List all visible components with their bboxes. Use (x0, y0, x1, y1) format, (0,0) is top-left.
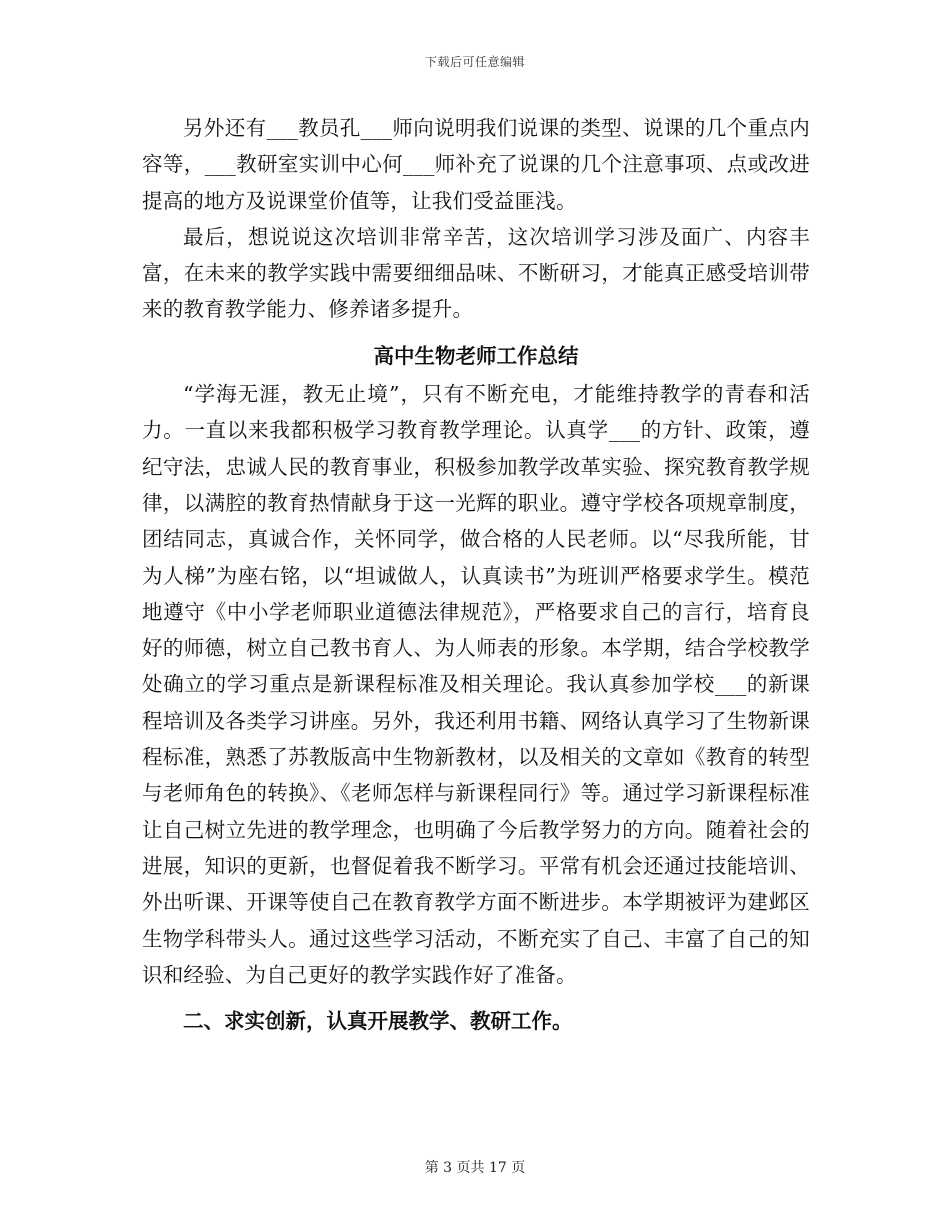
paragraph-training-summary: 最后，想说说这次培训非常辛苦，这次培训学习涉及面广、内容丰富，在未来的教学实践中需要细细品味、不断研习，才能真正感受培训带来的教育教学能力、修养诸多提升。 (142, 224, 810, 322)
subheading: 二、求实创新，认真开展教学、教研工作。 (183, 1009, 573, 1034)
paragraph-main: “学海无涯，教无止境”，只有不断充电，才能维持教学的青春和活力。一直以来我都积极学习教育教学理论。认真学___的方针、政策，遵纪守法，忠诚人民的教育事业，积极参加教学改革实验、探究教育教学规律，以满腔的教育热情献身于这一光辉的职业。遵守学校各项规章制度，团结同志，真诚合作，关怀同学，做合格的人民老师。以“尽我所能，甘为人梯”为座右铭，以“坦诚做人，认真读书”为班训严格要求学生。模范地遵守《中小学老师职业道德法律规范》，严格要求自己的言行，培育良好的师德，树立自己教书育人、为人师表的形象。本学期，结合学校教学处确立的学习重点是新课程标准及相关理论。我认真参加学校___的新课程培训及各类学习讲座。另外，我还利用书籍、网络认真学习了生物新课程标准，熟悉了苏教版高中生物新教材，以及相关的文章如《教育的转型与老师角色的转换》、《老师怎样与新课程同行》等。通过学习新课程标准让自己树立先进的教学理念，也明确了今后教学努力的方向。随着社会的进展，知识的更新，也督促着我不断学习。平常有机会还通过技能培训、外出听课、开课等使自己在教育教学方面不断进步。本学期被评为建邺区生物学科带头人。通过这些学习活动，不断充实了自己、丰富了自己的知识和经验、为自己更好的教学实践作好了准备。 (142, 382, 810, 987)
paragraph-teaching-types: 另外还有___教员孔___师向说明我们说课的类型、说课的几个重点内容等，___教研室实训中心何___师补充了说课的几个注意事项、点或改进提高的地方及说课堂价值等，让我们受益匪浅。 (142, 116, 810, 213)
document-body (142, 110, 810, 1039)
section-title: 高中生物老师工作总结 (373, 343, 579, 368)
header-note: 下载后可任意编辑 (424, 55, 525, 69)
page-number: 第 3 页共 17 页 (424, 1160, 526, 1176)
